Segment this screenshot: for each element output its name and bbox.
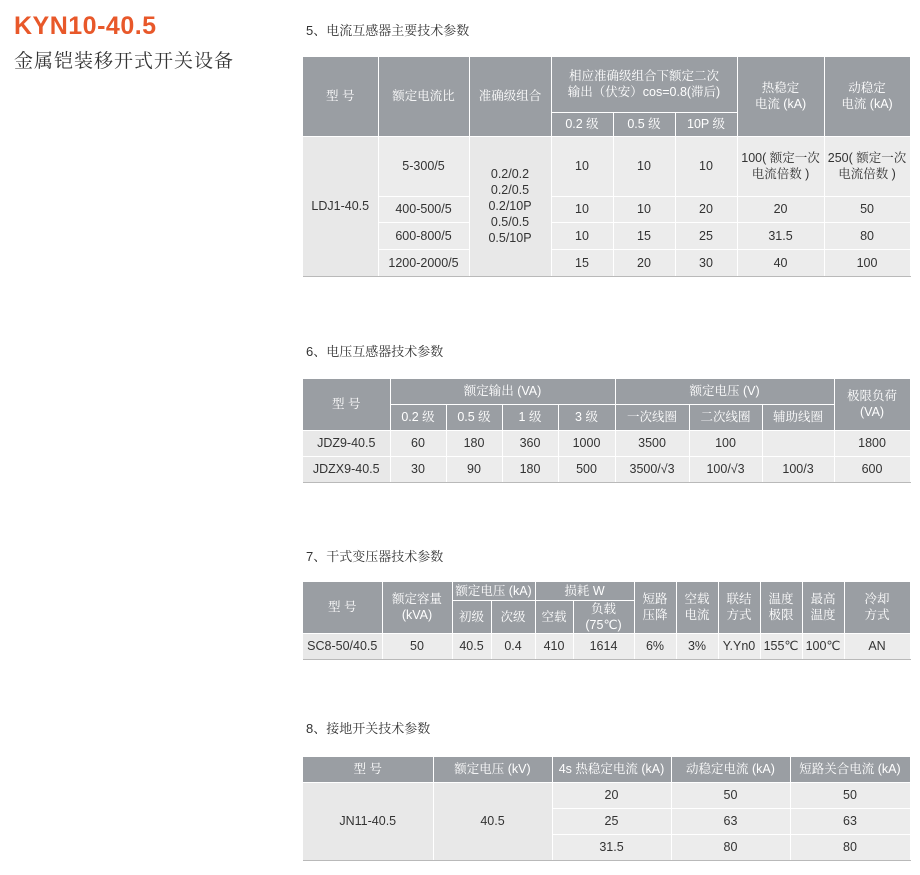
vt-limit: 600 [834,456,910,482]
ct-value: 10 [551,222,613,249]
dt-header-cool-line2: 方式 [864,608,890,623]
dt-sub-load: 负载(75℃) [573,600,634,633]
vt-value: 180 [502,456,558,482]
header-output-line2: 输出（伏安）cos=0.8(滞后) [567,85,721,100]
dt-header-temp-limit [760,582,802,633]
dt-header-voltage: 额定电压 (kA) [452,582,535,600]
es-closing: 63 [790,808,910,834]
accuracy-combo: 0.2/0.2 [490,167,530,181]
dt-connection: Y.Yn0 [718,633,760,659]
earthing-switch-table [303,757,911,861]
vt-sub-3: 3 级 [558,404,615,430]
es-dynamic: 50 [671,782,790,808]
dt-header-max-temp [802,582,844,633]
header-ratio: 额定电流比 [378,57,469,136]
vt-primary: 3500/√3 [615,456,689,482]
dt-header-capacity-line1: 额定容量 [391,592,442,607]
header-sub-02: 0.2 级 [551,112,613,136]
es-header-closing: 短路关合电流 (kA) [790,757,910,782]
es-thermal: 20 [552,782,671,808]
ct-ratio: 5-300/5 [378,136,469,196]
ct-ratio: 600-800/5 [378,222,469,249]
dt-header-short [634,582,676,633]
dt-sub-noload: 空载 [535,600,573,633]
ct-value: 10 [613,196,675,222]
section-title-voltage-transformer: 6、电压互感器技术参数 [306,344,444,359]
vt-secondary: 100/√3 [689,456,762,482]
vt-secondary: 100 [689,430,762,456]
es-header-voltage: 额定电压 (kV) [433,757,552,782]
ct-value: 15 [613,222,675,249]
ct-ratio: 400-500/5 [378,196,469,222]
vt-model: JDZX9-40.5 [303,456,390,482]
product-title: KYN10-40.5 [14,12,157,40]
header-dynamic [824,57,910,136]
dt-header-connection [718,582,760,633]
vt-value: 90 [446,456,502,482]
dt-sub-primary: 初级 [452,600,491,633]
ct-dynamic: 50 [824,196,910,222]
section-title-dry-transformer: 7、干式变压器技术参数 [306,549,444,564]
vt-sub-02: 0.2 级 [390,404,446,430]
vt-value: 500 [558,456,615,482]
vt-sub-aux: 辅助线圈 [762,404,834,430]
es-thermal: 25 [552,808,671,834]
dt-primary: 40.5 [452,633,491,659]
accuracy-combo: 0.5/10P [488,231,532,245]
dt-sub-secondary: 次级 [491,600,535,633]
vt-model: JDZ9-40.5 [303,430,390,456]
vt-value: 1000 [558,430,615,456]
vt-limit: 1800 [834,430,910,456]
dt-noload-current: 3% [676,633,718,659]
header-sub-05: 0.5 级 [613,112,675,136]
vt-aux: 100/3 [762,456,834,482]
dt-header-noload-line1: 空载 [684,592,710,607]
ct-accuracy-list [469,136,551,276]
vt-value: 60 [390,430,446,456]
dt-header-temp-line2: 极限 [768,608,794,623]
dt-header-max-line1: 最高 [810,592,836,607]
es-closing: 50 [790,782,910,808]
es-closing: 80 [790,834,910,860]
vt-header-model: 型 号 [303,379,390,430]
dt-header-cool-line1: 冷却 [864,592,890,607]
ct-value: 10 [613,136,675,196]
dt-header-short-line2: 压降 [642,608,668,623]
section-title-current-transformer: 5、电流互感器主要技术参数 [306,23,470,38]
dt-header-conn-line2: 方式 [726,608,752,623]
dt-max-temp: 100℃ [802,633,844,659]
header-dynamic-line1: 动稳定 [848,81,886,96]
dt-header-capacity-line2: (kVA) [401,608,433,623]
es-model: JN11-40.5 [303,782,433,860]
vt-sub-primary: 一次线圈 [615,404,689,430]
ct-thermal: 40 [737,249,824,276]
header-output-line1: 相应准确级组合下额定二次 [569,69,720,84]
ct-value: 25 [675,222,737,249]
vt-value: 360 [502,430,558,456]
dt-header-conn-line1: 联结 [726,592,752,607]
vt-sub-secondary: 二次线圈 [689,404,762,430]
ct-ratio: 1200-2000/5 [378,249,469,276]
ct-thermal: 100( 额定一次 电流倍数 ) [737,136,824,196]
ct-dynamic: 250( 额定一次 电流倍数 ) [824,136,910,196]
ct-thermal: 31.5 [737,222,824,249]
vt-header-limit-line2: (VA) [860,405,885,420]
accuracy-combo: 0.2/0.5 [490,183,530,197]
header-output [551,57,737,112]
dt-header-noload [676,582,718,633]
es-header-model: 型 号 [303,757,433,782]
dt-header-short-line1: 短路 [642,592,668,607]
ct-value: 10 [551,136,613,196]
vt-sub-05: 0.5 级 [446,404,502,430]
es-thermal: 31.5 [552,834,671,860]
voltage-transformer-table [303,379,911,483]
header-dynamic-line2: 电流 (kA) [841,97,893,112]
header-thermal [737,57,824,136]
ct-value: 30 [675,249,737,276]
ct-value: 10 [675,136,737,196]
section-title-earthing-switch: 8、接地开关技术参数 [306,721,431,736]
vt-header-limit-line1: 极限负荷 [847,389,898,404]
ct-value: 20 [675,196,737,222]
vt-header-output: 额定输出 (VA) [390,379,615,404]
vt-header-limit [834,379,910,430]
header-thermal-line2: 电流 (kA) [754,97,807,112]
es-voltage: 40.5 [433,782,552,860]
es-dynamic: 80 [671,834,790,860]
product-subtitle: 金属铠装移开式开关设备 [14,51,235,72]
es-header-dynamic: 动稳定电流 (kA) [671,757,790,782]
current-transformer-table [303,57,911,277]
dt-noload-loss: 410 [535,633,573,659]
dt-header-loss: 损耗 W [535,582,634,600]
ct-thermal: 20 [737,196,824,222]
header-thermal-line1: 热稳定 [761,81,800,96]
dt-cooling: AN [844,633,910,659]
dt-header-temp-line1: 温度 [768,592,794,607]
ct-value: 10 [551,196,613,222]
es-dynamic: 63 [671,808,790,834]
header-accuracy: 准确级组合 [469,57,551,136]
vt-primary: 3500 [615,430,689,456]
header-sub-10p: 10P 级 [675,112,737,136]
dt-load-loss: 1614 [573,633,634,659]
vt-value: 180 [446,430,502,456]
dt-temp-limit: 155℃ [760,633,802,659]
dry-transformer-table [303,582,911,660]
vt-aux [762,430,834,456]
dt-header-model: 型 号 [303,582,382,633]
dt-header-capacity [382,582,452,633]
accuracy-combo: 0.2/10P [488,199,532,213]
vt-sub-1: 1 级 [502,404,558,430]
vt-value: 30 [390,456,446,482]
dt-header-max-line2: 温度 [810,608,836,623]
es-header-thermal: 4s 热稳定电流 (kA) [552,757,671,782]
ct-dynamic: 100 [824,249,910,276]
dt-short: 6% [634,633,676,659]
ct-dynamic: 80 [824,222,910,249]
header-model: 型 号 [303,57,378,136]
ct-value: 20 [613,249,675,276]
dt-header-noload-line2: 电流 [684,608,710,623]
ct-model: LDJ1-40.5 [303,136,378,276]
accuracy-combo: 0.5/0.5 [490,215,530,229]
ct-value: 15 [551,249,613,276]
vt-header-voltage: 额定电压 (V) [615,379,834,404]
dt-header-cooling [844,582,910,633]
dt-secondary: 0.4 [491,633,535,659]
dt-capacity: 50 [382,633,452,659]
dt-model: SC8-50/40.5 [303,633,382,659]
